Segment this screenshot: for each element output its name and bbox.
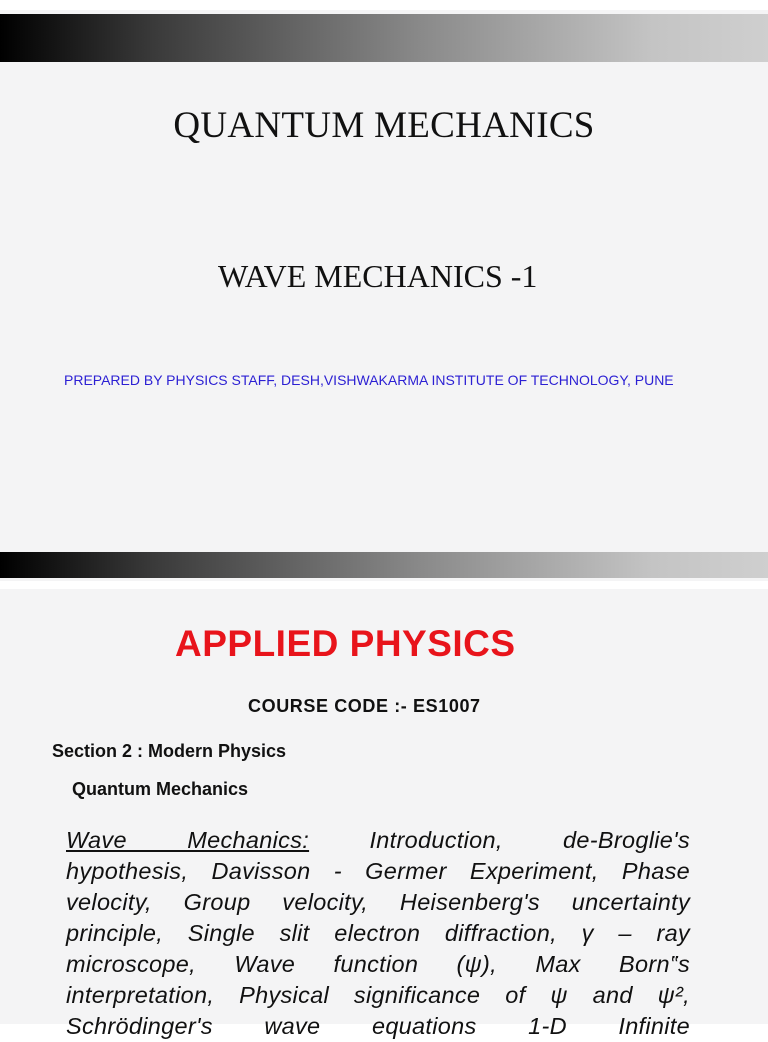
course-title: APPLIED PHYSICS: [175, 623, 516, 664]
prepared-by-text: PREPARED BY PHYSICS STAFF, DESH,VISHWAKARMA INSTITUTE OF TECHNOLOGY, PUNE: [64, 372, 674, 388]
syllabus-line: microscope, Wave function (ψ), Max Born‟s: [66, 951, 690, 977]
syllabus-line: interpretation, Physical significance of ψ and ψ²,: [66, 982, 690, 1008]
gradient-bar-bottom: [0, 552, 768, 578]
syllabus-line: hypothesis, Davisson - Germer Experiment, Phase: [66, 858, 690, 884]
topic-heading: Quantum Mechanics: [72, 779, 249, 799]
syllabus-line: principle, Single slit electron diffraction, γ – ray: [66, 920, 690, 946]
slide-subtitle: WAVE MECHANICS -1: [218, 258, 538, 294]
course-slide: [0, 589, 768, 1039]
gradient-bar-top: [0, 14, 768, 62]
syllabus-heading: Wave Mechanics:: [66, 827, 310, 853]
slide-title: QUANTUM MECHANICS: [173, 105, 595, 146]
section-heading: Section 2 : Modern Physics: [52, 741, 287, 761]
syllabus-line: [66, 825, 690, 856]
title-slide: [0, 10, 768, 581]
syllabus-line: Schrödinger's wave equations 1-D Infinite: [66, 1013, 690, 1039]
course-code: COURSE CODE :- ES1007: [248, 696, 481, 716]
syllabus-line: velocity, Group velocity, Heisenberg's uncertainty: [66, 889, 690, 915]
syllabus-line-text: Introduction, de-Broglie's: [309, 827, 691, 853]
syllabus-paragraph: [66, 825, 690, 1042]
